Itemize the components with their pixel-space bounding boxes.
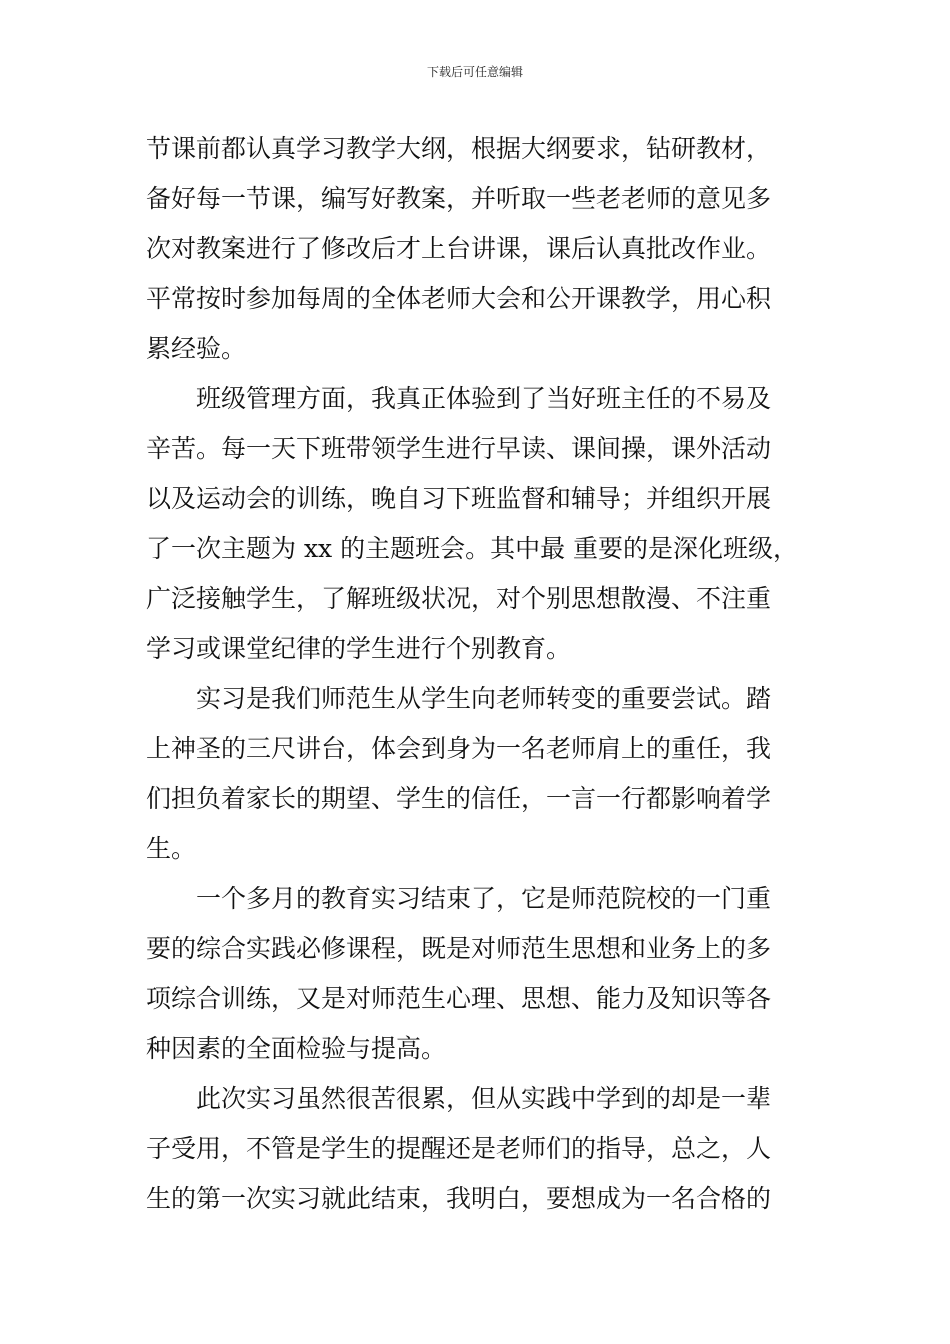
text-line: 们担负着家长的期望、学生的信任，一言一行都影响着学 <box>146 784 772 813</box>
paragraph-first-line: 一个多月的教育实习结束了，它是师范院校的一门重 <box>196 884 772 913</box>
text-line: 上神圣的三尺讲台，体会到身为一名老师肩上的重任，我 <box>146 734 772 763</box>
page-header: 下载后可任意编辑 <box>426 65 523 79</box>
text-line: 学习或课堂纪律的学生进行个别教育。 <box>146 634 572 663</box>
text-line: 生。 <box>146 834 197 863</box>
text-line: 平常按时参加每周的全体老师大会和公开课教学，用心积 <box>146 284 772 313</box>
text-line: 子受用，不管是学生的提醒还是老师们的指导，总之，人 <box>146 1134 772 1163</box>
text-line: 了一次主题为 xx 的主题班会。其中最 重要的是深化班级， <box>146 534 799 563</box>
paragraph-first-line: 班级管理方面，我真正体验到了当好班主任的不易及 <box>196 384 772 413</box>
document-body <box>146 124 810 1224</box>
text-line: 广泛接触学生，了解班级状况，对个别思想散漫、不注重 <box>146 584 772 613</box>
text-line: 项综合训练，又是对师范生心理、思想、能力及知识等各 <box>146 984 772 1013</box>
text-line: 种因素的全面检验与提高。 <box>146 1034 447 1063</box>
text-line: 辛苦。每一天下班带领学生进行早读、课间操，课外活动 <box>146 434 772 463</box>
text-line: 备好每一节课，编写好教案，并听取一些老老师的意见多 <box>146 184 772 213</box>
text-line: 次对教案进行了修改后才上台讲课，课后认真批改作业。 <box>146 234 772 263</box>
paragraph-first-line: 此次实习虽然很苦很累，但从实践中学到的却是一辈 <box>196 1084 772 1113</box>
text-line: 以及运动会的训练，晚自习下班监督和辅导；并组织开展 <box>146 484 772 513</box>
text-line: 生的第一次实习就此结束，我明白，要想成为一名合格的 <box>146 1184 772 1213</box>
paragraph-first-line: 实习是我们师范生从学生向老师转变的重要尝试。踏 <box>196 684 772 713</box>
text-line: 节课前都认真学习教学大纲，根据大纲要求，钻研教材， <box>146 134 772 163</box>
text-line: 累经验。 <box>146 334 247 363</box>
text-line: 要的综合实践必修课程，既是对师范生思想和业务上的多 <box>146 934 772 963</box>
